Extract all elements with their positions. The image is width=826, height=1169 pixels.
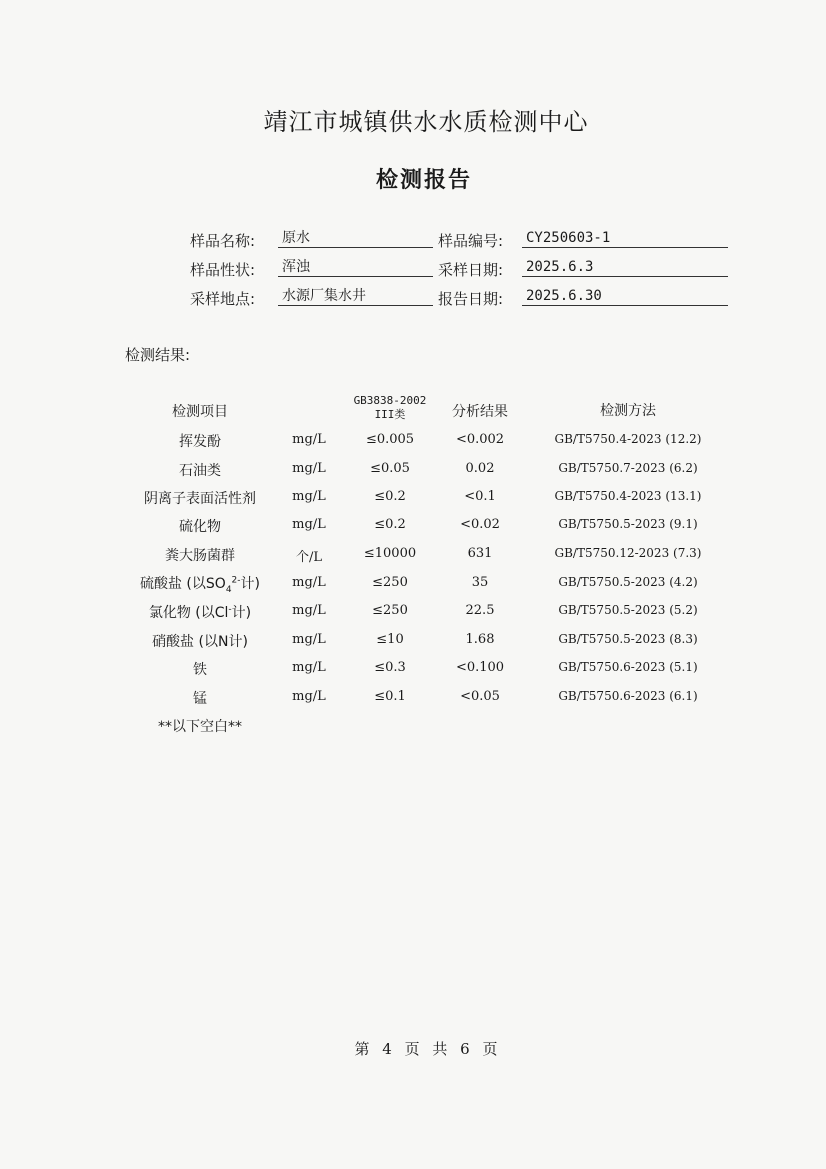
row-method: GB/T5750.5-2023 (8.3) — [558, 632, 698, 646]
row-item — [120, 602, 280, 622]
page-number: 第 4 页 共 6 页 — [354, 1040, 498, 1058]
row-standard: ≤0.2 — [374, 517, 406, 532]
sample-no-value: CY250603-1 — [522, 228, 728, 248]
row-item: 挥发酚 — [179, 434, 221, 450]
row-result: <0.02 — [460, 517, 500, 532]
sample-state-label: 样品性状: — [190, 261, 256, 279]
row-item: 阴离子表面活性剂 — [144, 491, 256, 507]
row-unit: mg/L — [292, 660, 326, 675]
row-result: <0.1 — [464, 489, 496, 504]
row-item-text: 氯化物 (以Cl — [148, 605, 229, 621]
row-method: GB/T5750.6-2023 (5.1) — [558, 660, 698, 674]
row-item: 硫化物 — [179, 519, 221, 535]
sample-name-value: 原水 — [278, 228, 433, 248]
row-result: 22.5 — [465, 603, 495, 618]
sampling-site-label: 采样地点: — [190, 290, 256, 308]
row-standard: ≤0.05 — [370, 461, 410, 476]
row-unit: mg/L — [292, 689, 326, 704]
column-result: 分析结果 — [452, 404, 508, 420]
row-item: 锰 — [193, 691, 207, 707]
row-unit: mg/L — [292, 575, 326, 590]
sampling-date-label: 采样日期: — [438, 261, 504, 279]
row-standard: ≤0.1 — [374, 689, 406, 704]
row-standard: ≤0.005 — [365, 432, 415, 447]
column-item: 检测项目 — [172, 404, 228, 420]
row-standard: ≤10000 — [363, 546, 417, 561]
column-standard-line2: III类 — [374, 408, 406, 421]
row-result: <0.05 — [460, 689, 500, 704]
row-item: 铁 — [193, 662, 207, 678]
report-date-value: 2025.6.30 — [522, 286, 728, 306]
row-standard: ≤10 — [376, 632, 404, 647]
row-item — [120, 573, 280, 595]
row-item-superscript: 2- — [231, 575, 241, 586]
sample-state-value: 浑浊 — [278, 257, 433, 277]
sampling-date-value: 2025.6.3 — [522, 257, 728, 277]
row-method: GB/T5750.7-2023 (6.2) — [558, 461, 698, 475]
row-method: GB/T5750.4-2023 (12.2) — [554, 432, 702, 446]
row-item-superscript: - — [228, 604, 232, 615]
row-item: 石油类 — [179, 463, 221, 479]
row-unit: 个/L — [295, 550, 322, 565]
row-item-tail: 计) — [240, 576, 260, 592]
row-item: 硝酸盐 (以N计) — [152, 634, 248, 650]
row-standard: ≤250 — [372, 575, 408, 590]
row-unit: mg/L — [292, 603, 326, 618]
row-unit: mg/L — [292, 632, 326, 647]
row-method: GB/T5750.5-2023 (4.2) — [558, 575, 698, 589]
row-result: <0.002 — [455, 432, 505, 447]
row-result: 1.68 — [465, 632, 495, 647]
row-method: GB/T5750.5-2023 (5.2) — [558, 603, 698, 617]
row-method: GB/T5750.4-2023 (13.1) — [554, 489, 702, 503]
row-unit: mg/L — [292, 461, 326, 476]
row-unit: mg/L — [292, 489, 326, 504]
row-result: 35 — [471, 575, 489, 590]
sample-name-label: 样品名称: — [190, 232, 256, 250]
column-standard-line1: GB3838-2002 — [353, 394, 427, 407]
column-method: 检测方法 — [600, 403, 656, 419]
results-heading: 检测结果: — [125, 346, 191, 364]
row-standard: ≤0.2 — [374, 489, 406, 504]
sample-no-label: 样品编号: — [438, 232, 504, 250]
row-unit: mg/L — [292, 432, 326, 447]
row-result: 0.02 — [465, 461, 495, 476]
row-standard: ≤250 — [372, 603, 408, 618]
organization-title: 靖江市城镇供水水质检测中心 — [263, 108, 589, 136]
row-item-subscript: 4 — [225, 584, 232, 595]
row-method: GB/T5750.5-2023 (9.1) — [558, 517, 698, 531]
blank-note: **以下空白** — [158, 719, 242, 735]
row-method: GB/T5750.6-2023 (6.1) — [558, 689, 698, 703]
row-method: GB/T5750.12-2023 (7.3) — [554, 546, 702, 560]
row-item-text: 硫酸盐 (以SO — [139, 576, 226, 592]
row-item-tail: 计) — [231, 605, 252, 621]
report-title: 检测报告 — [375, 168, 472, 193]
report-date-label: 报告日期: — [438, 290, 504, 308]
row-result: 631 — [467, 546, 493, 561]
row-item: 粪大肠菌群 — [165, 548, 235, 564]
row-standard: ≤0.3 — [374, 660, 406, 675]
row-result: <0.100 — [455, 660, 505, 675]
sampling-site-value: 水源厂集水井 — [278, 286, 433, 306]
row-unit: mg/L — [292, 517, 326, 532]
